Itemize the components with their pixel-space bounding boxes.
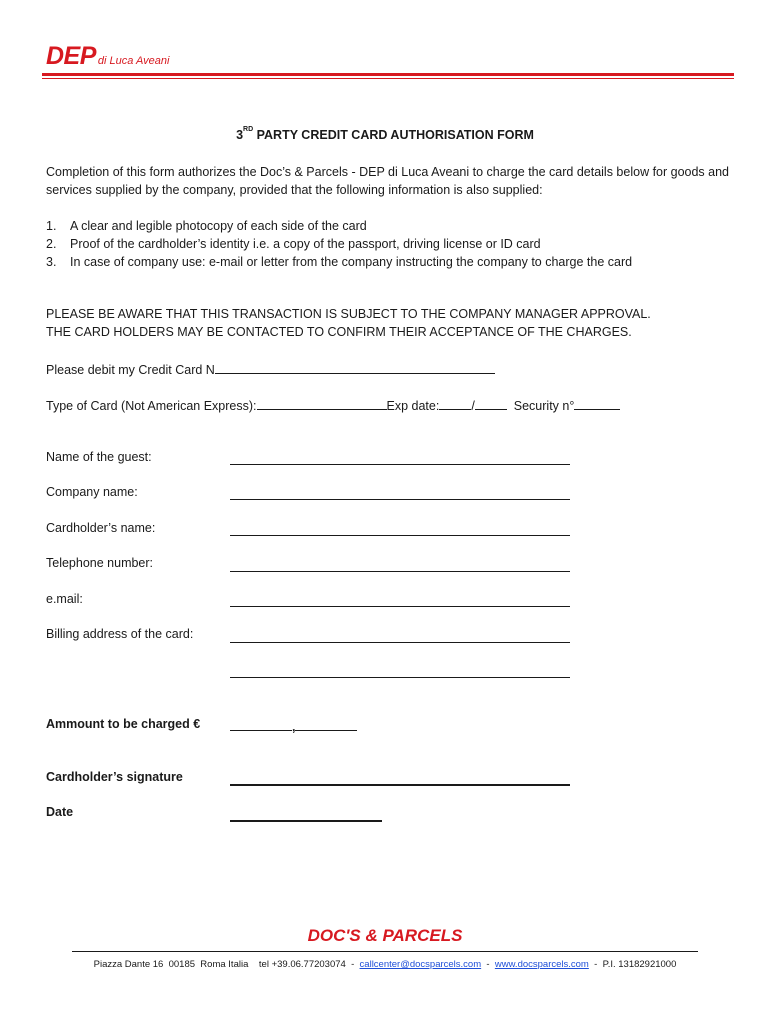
warning-line-1: PLEASE BE AWARE THAT THIS TRANSACTION IS SUBJECT TO THE COMPANY MANAGER APPROVAL. [46,307,651,321]
footer-brand: DOC'S & PARCELS [307,926,463,945]
title-superscript: RD [243,126,254,133]
guest-name-label: Name of the guest: [46,450,152,464]
footer-website-link[interactable]: www.docsparcels.com [494,959,589,970]
amount-separator: , [292,720,296,734]
email-label: e.mail: [46,592,83,606]
amount-decimal-field[interactable] [295,717,357,731]
company-name-label: Company name: [46,485,138,499]
footer-email-link[interactable]: callcenter@docsparcels.com [359,959,482,970]
amount-label: Ammount to be charged € [46,717,201,731]
letterhead [46,42,169,71]
requirements-list [46,217,714,271]
date-label: Date [46,805,74,819]
exp-year-field[interactable] [475,396,507,410]
list-number: 3. [46,255,57,269]
list-item [46,217,714,235]
cardholder-name-field[interactable] [230,535,570,536]
footer-separator: - [481,959,495,970]
amount-row [230,717,357,734]
exp-date-label: Exp date: [386,399,440,413]
list-text: Proof of the cardholder’s identity i.e. a copy of the passport, driving license or ID card [70,237,541,251]
exp-date-separator: / [471,399,475,413]
guest-name-field[interactable] [230,464,570,465]
list-item [46,235,714,253]
list-text: A clear and legible photocopy of each side of the card [70,219,367,233]
header-divider [42,73,734,76]
company-logo-subtitle: di Luca Aveani [97,55,170,67]
warning-line-2: THE CARD HOLDERS MAY BE CONTACTED TO CONFIRM THEIR ACCEPTANCE OF THE CHARGES. [46,325,632,339]
billing-address-field-line-2[interactable] [230,677,570,678]
signature-field[interactable] [230,784,570,786]
approval-warning [46,305,736,341]
footer-address: Piazza Dante 16 00185 Roma Italia tel +39.06.77203074 - [93,959,360,970]
card-number-field[interactable] [215,360,495,374]
signature-label: Cardholder’s signature [46,770,183,784]
header-divider-thin [42,78,734,79]
billing-address-label: Billing address of the card: [46,627,194,641]
date-field[interactable] [230,820,382,822]
amount-integer-field[interactable] [230,717,292,731]
email-field[interactable] [230,606,570,607]
title-text: PARTY CREDIT CARD AUTHORISATION FORM [253,128,534,142]
cardholder-name-label: Cardholder’s name: [46,521,156,535]
security-code-field[interactable] [574,396,620,410]
card-type-field[interactable] [257,396,387,410]
security-code-label: Security n° [513,399,575,413]
form-title [0,128,770,142]
footer-vat: - P.I. 13182921000 [588,959,677,970]
company-logo: DEP [46,42,96,70]
list-text: In case of company use: e-mail or letter from the company instructing the company to charge the card [70,255,633,269]
footer-contact [0,959,770,970]
telephone-field[interactable] [230,571,570,572]
list-number: 2. [46,237,57,251]
footer-divider [72,951,698,952]
title-number: 3 [236,128,244,142]
card-number-label: Please debit my Credit Card N [46,363,215,377]
intro-paragraph: Completion of this form authorizes the Doc’s & Parcels - DEP di Luca Aveani to charge the card details below for goods and services supplied by the company, provided that the following information is also supplied: [46,165,730,197]
card-type-row [46,396,620,413]
company-name-field[interactable] [230,499,570,500]
list-item [46,253,714,271]
exp-month-field[interactable] [439,396,471,410]
telephone-label: Telephone number: [46,556,154,570]
card-type-label: Type of Card (Not American Express): [46,399,257,413]
billing-address-field[interactable] [230,642,570,643]
card-number-row [46,360,495,377]
list-number: 1. [46,219,57,233]
